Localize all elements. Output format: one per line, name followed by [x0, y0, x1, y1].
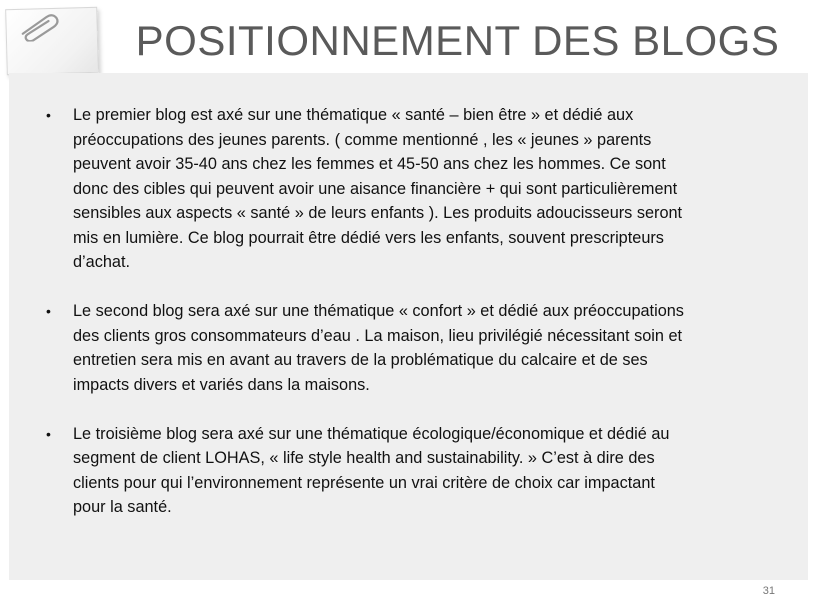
- bullet-line: pour la santé.: [73, 498, 172, 516]
- content-panel: [9, 73, 808, 580]
- bullet-line: d’achat.: [73, 253, 131, 271]
- bullet-dot-icon: •: [46, 107, 51, 123]
- bullet-list: [9, 103, 808, 544]
- slide-title: POSITIONNEMENT DES BLOGS: [135, 17, 780, 64]
- bullet-line: mis en lumière. Ce blog pourrait être dédié vers les enfants, souvent prescripteurs: [73, 228, 664, 247]
- bullet-line: Le second blog sera axé sur une thématique « confort » et dédié aux préoccupations: [73, 302, 684, 320]
- bullet-line: entretien sera mis en avant au travers de la problématique du calcaire et de ses: [73, 351, 648, 369]
- bullet-line: impacts divers et variés dans la maisons.: [73, 375, 370, 394]
- bullet-line: peuvent avoir 35-40 ans chez les femmes et 45-50 ans chez les hommes. Ce sont: [73, 155, 666, 173]
- bullet-line: segment de client LOHAS, « life style health and sustainability. » C’est à dire des: [73, 449, 655, 467]
- paperclip-icon: [16, 11, 63, 42]
- bullet-line: clients pour qui l’environnement représente un vrai critère de choix car impactant: [73, 473, 655, 492]
- bullet-item: [9, 103, 808, 275]
- bullet-dot-icon: •: [46, 303, 51, 319]
- bullet-line: Le premier blog est axé sur une thématique « santé – bien être » et dédié aux: [73, 106, 634, 124]
- bullet-dot-icon: •: [46, 425, 51, 442]
- page-number: 31: [762, 585, 775, 597]
- bullet-line: préoccupations des jeunes parents. ( comme mentionné , les « jeunes » parents: [73, 130, 652, 149]
- bullet-line: Le troisième blog sera axé sur une thématique écologique/économique et dédié au: [73, 424, 670, 443]
- bullet-item: [9, 299, 808, 397]
- bullet-line: donc des cibles qui peuvent avoir une aisance financière + qui sont particulièrement: [73, 179, 678, 198]
- note-card-decoration: [5, 7, 99, 75]
- bullet-line: des clients gros consommateurs d’eau . La maison, lieu privilégié nécessitant soin et: [73, 326, 683, 345]
- bullet-item: [9, 422, 808, 520]
- bullet-line: sensibles aux aspects « santé » de leurs enfants ). Les produits adoucisseurs seront: [73, 204, 683, 222]
